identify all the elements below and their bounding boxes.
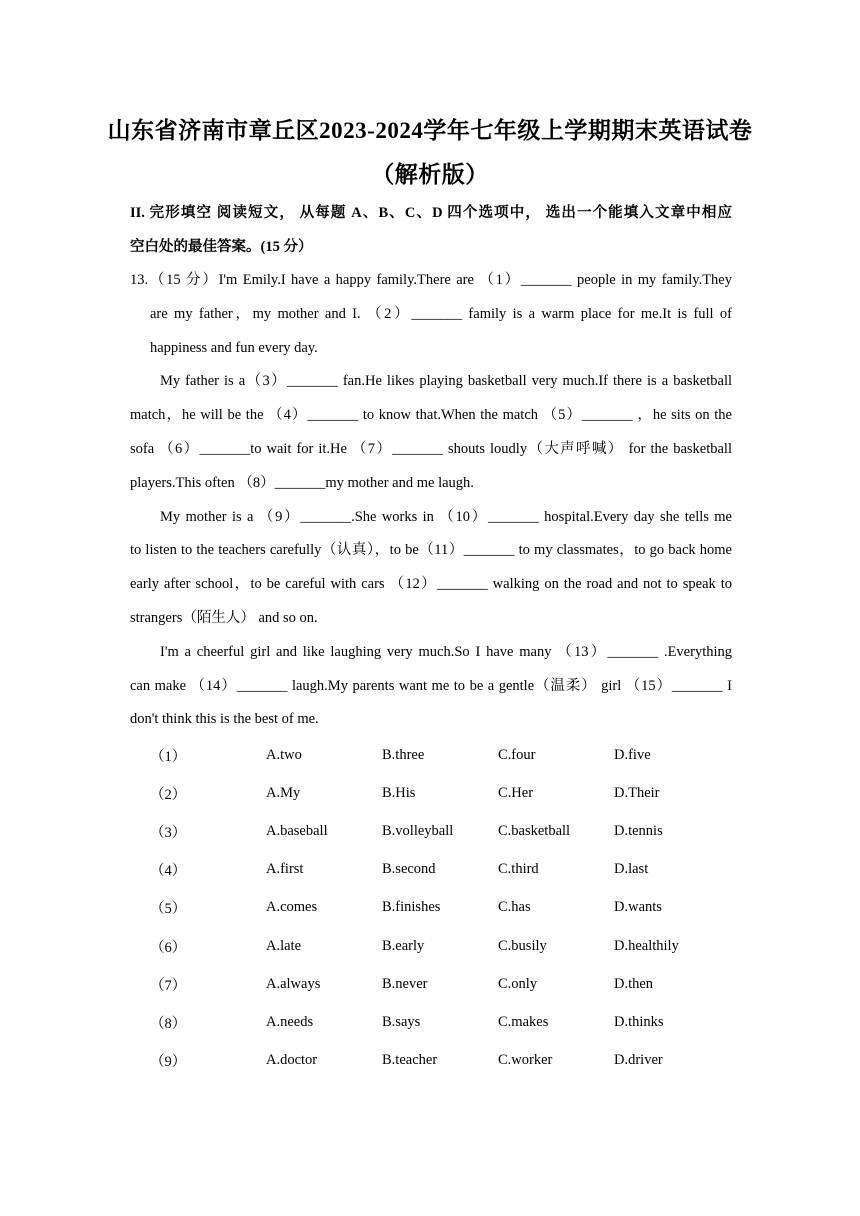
option-a: A.two bbox=[266, 746, 302, 763]
passage-line: My mother is a （9）_______.She works in （10）_______ hospital.Every day she tells me bbox=[160, 509, 732, 525]
passage-line: are my father，my mother and I. （2）_______ family is a warm place for me.It is full of bbox=[150, 306, 732, 322]
passage-line: early after school，to be careful with cars （12）_______ walking on the road and not to speak to bbox=[130, 576, 732, 592]
passage-line: match，he will be the （4）_______ to know that.When the match （5）_______ ，he sits on the bbox=[130, 407, 732, 423]
passage-line: don't think this is the best of me. bbox=[130, 711, 319, 727]
option-b: B.never bbox=[382, 975, 428, 992]
option-row bbox=[150, 1003, 734, 1041]
option-row bbox=[150, 965, 734, 1003]
option-d: D.five bbox=[614, 746, 651, 763]
section-instruction: II. 完形填空 阅读短文， 从每题 A、B、C、D 四个选项中， 选出一个能填入文章中相应 bbox=[130, 205, 732, 221]
option-row bbox=[150, 927, 734, 965]
option-a: A.My bbox=[266, 784, 301, 801]
option-row bbox=[150, 1042, 734, 1080]
option-c: C.four bbox=[498, 746, 536, 763]
section-instruction-cont: 空白处的最佳答案。(15 分） bbox=[130, 239, 313, 255]
option-d: D.tennis bbox=[614, 822, 663, 839]
question-number: （4） bbox=[150, 863, 187, 880]
option-d: D.healthily bbox=[614, 937, 679, 954]
question-number: （5） bbox=[150, 901, 187, 918]
option-c: C.makes bbox=[498, 1013, 549, 1030]
passage-line: happiness and fun every day. bbox=[150, 340, 318, 356]
option-row bbox=[150, 774, 734, 812]
passage-line: players.This often （8）_______my mother and me laugh. bbox=[130, 475, 474, 491]
passage-line: to listen to the teachers carefully（认真），to be（11）_______ to my classmates，to go back home bbox=[130, 542, 732, 558]
passage-line: can make （14）_______ laugh.My parents want me to be a gentle（温柔） girl （15）_______ I bbox=[130, 678, 732, 694]
option-a: A.late bbox=[266, 937, 302, 954]
option-c: C.busily bbox=[498, 937, 547, 954]
option-a: A.always bbox=[266, 975, 321, 992]
question-number: （1） bbox=[150, 748, 187, 765]
question-number: （8） bbox=[150, 1015, 187, 1032]
document-subtitle: （解析版） bbox=[371, 162, 489, 187]
option-c: C.only bbox=[498, 975, 538, 992]
passage-line: I'm a cheerful girl and like laughing very much.So I have many （13）_______ .Everything bbox=[160, 644, 732, 660]
option-row bbox=[150, 851, 734, 889]
option-d: D.driver bbox=[614, 1052, 663, 1069]
passage-line: strangers（陌生人） and so on. bbox=[130, 610, 318, 626]
option-c: C.worker bbox=[498, 1052, 553, 1069]
option-d: D.last bbox=[614, 861, 649, 878]
question-number: （6） bbox=[150, 939, 187, 956]
option-d: D.wants bbox=[614, 899, 662, 916]
option-row bbox=[150, 889, 734, 927]
option-c: C.has bbox=[498, 899, 531, 916]
option-b: B.His bbox=[382, 784, 416, 801]
option-d: D.then bbox=[614, 975, 654, 992]
option-d: D.thinks bbox=[614, 1013, 664, 1030]
option-b: B.finishes bbox=[382, 899, 441, 916]
option-c: C.Her bbox=[498, 784, 534, 801]
option-a: A.comes bbox=[266, 899, 318, 916]
question-number: （3） bbox=[150, 824, 187, 841]
option-c: C.third bbox=[498, 861, 539, 878]
option-row bbox=[150, 736, 734, 774]
option-row bbox=[150, 812, 734, 850]
option-b: B.teacher bbox=[382, 1052, 438, 1069]
passage-line: sofa （6）_______to wait for it.He （7）_______ shouts loudly（大声呼喊） for the basketball bbox=[130, 441, 732, 457]
option-b: B.second bbox=[382, 861, 436, 878]
question-number: （7） bbox=[150, 977, 187, 994]
option-b: B.says bbox=[382, 1013, 421, 1030]
option-a: A.doctor bbox=[266, 1052, 318, 1069]
option-b: B.volleyball bbox=[382, 822, 454, 839]
option-a: A.first bbox=[266, 861, 304, 878]
question-number: （9） bbox=[150, 1054, 187, 1071]
document-title: 山东省济南市章丘区2023-2024学年七年级上学期期末英语试卷 bbox=[107, 118, 753, 143]
passage-line: 13.（15 分）I'm Emily.I have a happy family.There are （1）_______ people in my family.They bbox=[130, 272, 732, 288]
passage-line: My father is a（3）_______ fan.He likes playing basketball very much.If there is a basketball bbox=[160, 373, 732, 389]
option-b: B.three bbox=[382, 746, 425, 763]
option-c: C.basketball bbox=[498, 822, 571, 839]
option-a: A.baseball bbox=[266, 822, 328, 839]
option-d: D.Their bbox=[614, 784, 660, 801]
options-table bbox=[150, 736, 734, 1080]
option-b: B.early bbox=[382, 937, 425, 954]
option-a: A.needs bbox=[266, 1013, 314, 1030]
question-number: （2） bbox=[150, 786, 187, 803]
